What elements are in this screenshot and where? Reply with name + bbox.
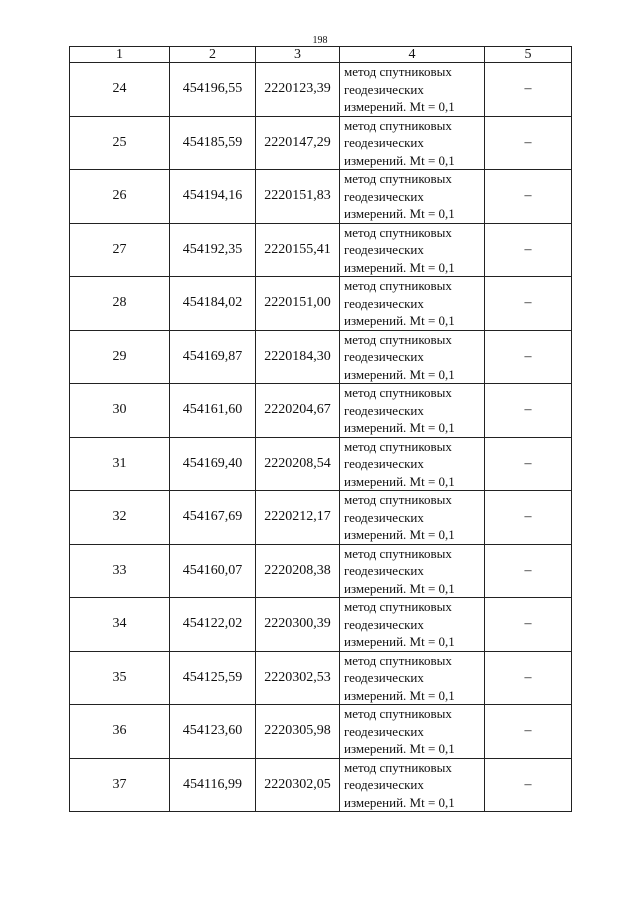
table-row: [70, 330, 572, 384]
coordinate-y: 2220305,98: [256, 705, 340, 759]
method-line: метод спутниковых: [344, 492, 452, 507]
method-line: измерений. Mt = 0,1: [344, 741, 455, 756]
note-cell: –: [485, 651, 572, 705]
method-line: измерений. Mt = 0,1: [344, 152, 455, 168]
note-cell: –: [485, 544, 572, 598]
coordinate-y: 2220208,54: [256, 437, 340, 491]
table-header-row: [70, 47, 572, 63]
coordinate-x: 454194,16: [170, 170, 256, 224]
method-description: [340, 116, 485, 170]
table-row: [70, 223, 572, 277]
coordinate-y: 2220123,39: [256, 63, 340, 117]
method-line: геодезических: [344, 616, 424, 632]
coordinate-y: 2220151,83: [256, 170, 340, 224]
method-line: измерений. Mt = 0,1: [344, 99, 455, 114]
point-number: 29: [70, 330, 170, 384]
coordinate-y: 2220208,38: [256, 544, 340, 598]
method-line: измерений. Mt = 0,1: [344, 259, 455, 275]
table-row: [70, 705, 572, 759]
table-row: [70, 384, 572, 438]
note-cell: –: [485, 63, 572, 117]
point-number: 32: [70, 491, 170, 545]
method-line: геодезических: [344, 402, 424, 418]
note-cell: –: [485, 170, 572, 224]
coordinate-y: 2220184,30: [256, 330, 340, 384]
table-row: [70, 437, 572, 491]
table-row: [70, 544, 572, 598]
method-description: [340, 277, 485, 331]
method-line: геодезических: [344, 456, 424, 471]
note-cell: –: [485, 758, 572, 812]
coordinate-x: 454185,59: [170, 116, 256, 170]
coordinate-x: 454169,40: [170, 437, 256, 491]
method-line: геодезических: [344, 135, 424, 150]
header-col-3: 3: [256, 47, 340, 63]
note-cell: –: [485, 491, 572, 545]
coordinate-x: 454196,55: [170, 63, 256, 117]
coordinate-y: 2220151,00: [256, 277, 340, 331]
method-line: измерений. Mt = 0,1: [344, 527, 455, 542]
coordinate-x: 454169,87: [170, 330, 256, 384]
note-cell: –: [485, 598, 572, 652]
table-row: [70, 598, 572, 652]
coordinate-x: 454167,69: [170, 491, 256, 545]
method-line: метод спутниковых: [344, 759, 452, 775]
method-description: [340, 705, 485, 759]
point-number: 25: [70, 116, 170, 170]
method-description: [340, 170, 485, 224]
coordinate-y: 2220147,29: [256, 116, 340, 170]
table-row: [70, 277, 572, 331]
coordinate-x: 454192,35: [170, 223, 256, 277]
point-number: 31: [70, 437, 170, 491]
point-number: 24: [70, 63, 170, 117]
table-row: [70, 116, 572, 170]
method-line: измерений. Mt = 0,1: [344, 473, 455, 489]
table-row: [70, 491, 572, 545]
method-line: измерений. Mt = 0,1: [344, 634, 455, 649]
method-description: [340, 223, 485, 277]
method-line: геодезических: [344, 670, 424, 685]
method-description: [340, 651, 485, 705]
note-cell: –: [485, 223, 572, 277]
table-row: [70, 170, 572, 224]
point-number: 26: [70, 170, 170, 224]
method-line: метод спутниковых: [344, 599, 452, 614]
method-line: геодезических: [344, 349, 424, 364]
table-row: [70, 758, 572, 812]
method-line: геодезических: [344, 242, 424, 257]
note-cell: –: [485, 384, 572, 438]
method-description: [340, 63, 485, 117]
coordinate-x: 454161,60: [170, 384, 256, 438]
coordinates-table: [69, 46, 572, 812]
point-number: 34: [70, 598, 170, 652]
point-number: 28: [70, 277, 170, 331]
method-line: метод спутниковых: [344, 224, 452, 240]
method-line: метод спутниковых: [344, 64, 452, 79]
table-row: [70, 63, 572, 117]
method-line: метод спутниковых: [344, 385, 452, 400]
point-number: 27: [70, 223, 170, 277]
point-number: 30: [70, 384, 170, 438]
method-description: [340, 384, 485, 438]
method-line: геодезических: [344, 188, 424, 204]
coordinate-y: 2220302,53: [256, 651, 340, 705]
method-line: геодезических: [344, 777, 424, 792]
coordinate-y: 2220212,17: [256, 491, 340, 545]
method-description: [340, 544, 485, 598]
method-line: измерений. Mt = 0,1: [344, 794, 455, 810]
note-cell: –: [485, 330, 572, 384]
note-cell: –: [485, 705, 572, 759]
note-cell: –: [485, 277, 572, 331]
method-description: [340, 598, 485, 652]
header-col-4: 4: [340, 47, 485, 63]
method-description: [340, 437, 485, 491]
method-line: геодезических: [344, 81, 424, 97]
table-row: [70, 651, 572, 705]
method-line: метод спутниковых: [344, 278, 452, 293]
coordinate-x: 454125,59: [170, 651, 256, 705]
method-description: [340, 330, 485, 384]
method-line: измерений. Mt = 0,1: [344, 420, 455, 435]
method-line: геодезических: [344, 723, 424, 739]
note-cell: –: [485, 437, 572, 491]
coordinate-y: 2220300,39: [256, 598, 340, 652]
coordinate-x: 454160,07: [170, 544, 256, 598]
point-number: 33: [70, 544, 170, 598]
header-col-5: 5: [485, 47, 572, 63]
method-line: геодезических: [344, 509, 424, 525]
coordinate-x: 454184,02: [170, 277, 256, 331]
method-line: измерений. Mt = 0,1: [344, 313, 455, 328]
method-line: геодезических: [344, 295, 424, 311]
method-line: геодезических: [344, 563, 424, 578]
coordinate-x: 454123,60: [170, 705, 256, 759]
method-line: метод спутниковых: [344, 331, 452, 347]
method-line: метод спутниковых: [344, 438, 452, 454]
method-line: измерений. Mt = 0,1: [344, 580, 455, 596]
method-line: метод спутниковых: [344, 117, 452, 133]
header-col-2: 2: [170, 47, 256, 63]
point-number: 35: [70, 651, 170, 705]
table-body: [70, 63, 572, 812]
method-line: измерений. Mt = 0,1: [344, 206, 455, 221]
method-description: [340, 491, 485, 545]
coordinate-y: 2220204,67: [256, 384, 340, 438]
method-line: метод спутниковых: [344, 652, 452, 668]
header-col-1: 1: [70, 47, 170, 63]
note-cell: –: [485, 116, 572, 170]
coordinate-x: 454122,02: [170, 598, 256, 652]
method-line: измерений. Mt = 0,1: [344, 366, 455, 382]
point-number: 37: [70, 758, 170, 812]
coordinate-y: 2220155,41: [256, 223, 340, 277]
method-line: измерений. Mt = 0,1: [344, 687, 455, 703]
coordinate-x: 454116,99: [170, 758, 256, 812]
coordinate-y: 2220302,05: [256, 758, 340, 812]
method-description: [340, 758, 485, 812]
point-number: 36: [70, 705, 170, 759]
page-number: 198: [312, 35, 328, 46]
method-line: метод спутниковых: [344, 545, 452, 561]
method-line: метод спутниковых: [344, 706, 452, 721]
method-line: метод спутниковых: [344, 171, 452, 186]
